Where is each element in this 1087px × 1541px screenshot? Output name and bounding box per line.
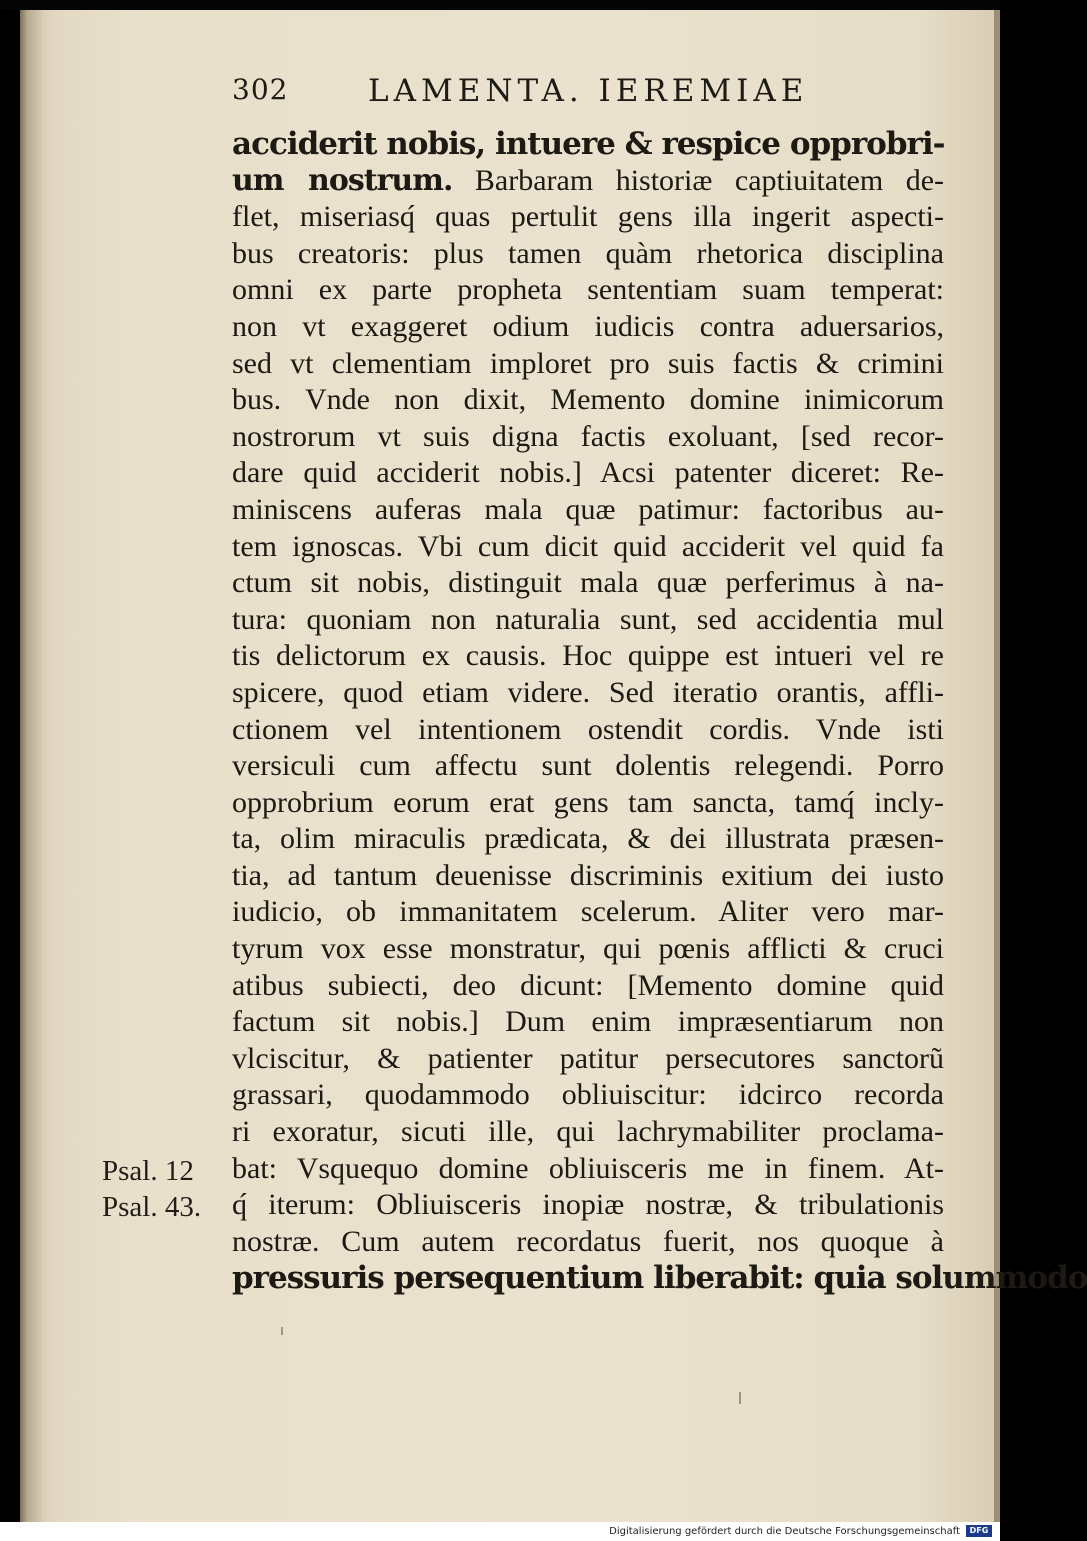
text-line xyxy=(232,968,944,1005)
body-text xyxy=(232,126,1087,1297)
text-line-content: ta, olim miraculis prædicata, & dei illustrata præsen- xyxy=(232,822,944,856)
text-line xyxy=(232,309,944,346)
text-line xyxy=(232,272,944,309)
text-line xyxy=(232,529,944,566)
text-line xyxy=(232,199,944,236)
text-line xyxy=(232,236,944,273)
text-line-content: grassari, quodammodo obliuiscitur: idcirco recorda xyxy=(232,1078,944,1112)
text-line-content: Barbaram historiæ captiuitatem de- xyxy=(452,163,945,197)
text-line xyxy=(232,1004,944,1041)
text-line xyxy=(232,748,944,785)
page-header xyxy=(232,73,862,113)
page-stack-edge xyxy=(20,10,42,1522)
scan-top-border xyxy=(0,0,1000,10)
marginal-note: Psal. 43. xyxy=(102,1191,202,1224)
text-line-content: pressuris persequentium liberabit: quia solummodo xyxy=(232,1260,1087,1297)
text-line-content: miniscens auferas mala quæ patimur: factoribus au- xyxy=(232,492,944,526)
text-line xyxy=(232,1151,944,1188)
text-line-content: sed vt clementiam imploret pro suis factis & crimini xyxy=(232,346,944,380)
marginal-note: Psal. 12 xyxy=(102,1154,194,1187)
text-line-content: nostræ. Cum autem recordatus fuerit, nos quoque à xyxy=(232,1224,944,1258)
text-line-content: ctionem vel intentionem ostendit cordis. Vnde isti xyxy=(232,712,944,746)
text-line xyxy=(232,1077,944,1114)
text-line-content: dare quid acciderit nobis.] Acsi patenter diceret: Re- xyxy=(232,456,944,490)
text-line xyxy=(232,163,944,200)
text-line xyxy=(232,382,944,419)
text-line-content: bat: Vsquequo domine obliuisceris me in finem. At- xyxy=(232,1151,944,1185)
text-line-content: ctum sit nobis, distinguit mala quæ perferimus à na- xyxy=(232,566,944,600)
text-line-content: tura: quoniam non naturalia sunt, sed accidentia mul xyxy=(232,602,944,636)
text-line-content: vlciscitur, & patienter patitur persecutores sanctorũ xyxy=(232,1041,944,1075)
text-line-content: atibus subiecti, deo dicunt: [Memento domine quid xyxy=(232,968,944,1002)
text-line-content: q́ iterum: Obliuisceris inopiæ nostræ, & tribulationis xyxy=(232,1188,944,1222)
text-line xyxy=(232,638,944,675)
text-line-content: opprobrium eorum erat gens tam sancta, tamq́ incly- xyxy=(232,785,944,819)
text-line xyxy=(232,565,944,602)
running-title: LAMENTA. IEREMIAE xyxy=(368,73,809,109)
text-line-content: spicere, quod etiam videre. Sed iteratio orantis, affli- xyxy=(232,675,944,709)
text-line-content: bus. Vnde non dixit, Memento domine inimicorum xyxy=(232,383,944,417)
text-line xyxy=(232,455,944,492)
text-line-content: tia, ad tantum deuenisse discriminis exitium dei iusto xyxy=(232,858,944,892)
text-line-content: flet, miseriasq́ quas pertulit gens illa ingerit aspecti- xyxy=(232,200,944,234)
text-line xyxy=(232,492,944,529)
text-line-content: bus creatoris: plus tamen quàm rhetorica disciplina xyxy=(232,236,944,270)
text-line xyxy=(232,894,944,931)
text-line xyxy=(232,1041,944,1078)
text-line xyxy=(232,1224,944,1261)
text-line xyxy=(232,346,944,383)
text-line xyxy=(232,821,944,858)
digitization-credit: Digitalisierung gefördert durch die Deutsche Forschungsgemeinschaft xyxy=(609,1526,960,1537)
text-line xyxy=(232,126,944,163)
text-line xyxy=(232,1114,944,1151)
text-line xyxy=(232,785,944,822)
text-line-content: omni ex parte propheta sententiam suam temperat: xyxy=(232,273,944,307)
text-line-content: versiculi cum affectu sunt dolentis relegendi. Porro xyxy=(232,749,944,783)
text-line xyxy=(232,1187,944,1224)
text-line xyxy=(232,858,944,895)
text-line-content: acciderit nobis, intuere & respice opprobri- xyxy=(232,126,945,162)
text-line-content: non vt exaggeret odium iudicis contra aduersarios, xyxy=(232,309,944,343)
text-line-content: factum sit nobis.] Dum enim impræsentiarum non xyxy=(232,1005,944,1039)
page-number: 302 xyxy=(232,73,289,106)
text-line xyxy=(232,931,944,968)
text-line-content: ri exoratur, sicuti ille, qui lachrymabiliter proclama- xyxy=(232,1115,944,1149)
paper-speck xyxy=(739,1392,741,1404)
text-line-content: iudicio, ob immanitatem scelerum. Aliter vero mar- xyxy=(232,895,944,929)
text-line xyxy=(232,1260,1087,1297)
dfg-logo: DFG xyxy=(966,1525,992,1537)
text-line xyxy=(232,602,944,639)
text-line xyxy=(232,419,944,456)
text-line xyxy=(232,712,944,749)
text-line xyxy=(232,675,944,712)
text-line-content: tem ignoscas. Vbi cum dicit quid acciderit vel quid fa xyxy=(232,529,944,563)
text-line-content: nostrorum vt suis digna factis exoluant, [sed recor- xyxy=(232,419,944,453)
text-line-content: tyrum vox esse monstratur, qui pœnis afflicti & cruci xyxy=(232,932,944,966)
text-line-content: tis delictorum ex causis. Hoc quippe est intueri vel re xyxy=(232,639,944,673)
text-line-lead: um nostrum. xyxy=(232,162,453,198)
paper-speck xyxy=(281,1327,283,1335)
